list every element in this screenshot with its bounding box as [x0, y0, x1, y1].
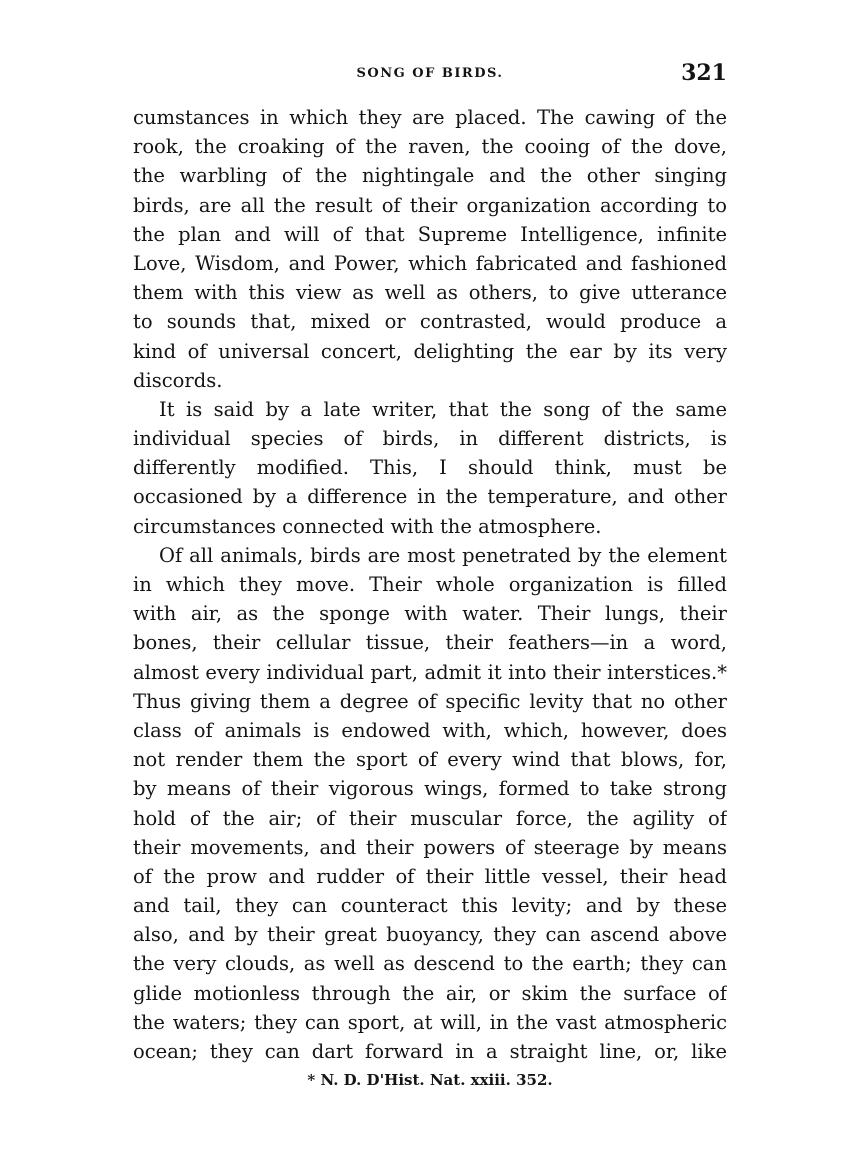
text-line: discords. [133, 368, 223, 392]
running-head [133, 60, 727, 90]
text-line: birds, are all the result of their organization according to [133, 193, 727, 217]
text-line: almost every individual part, admit it into their interstices.* [133, 660, 727, 684]
text-line: Of all animals, birds are most penetrated by the element [159, 543, 727, 567]
text-line: class of animals is endowed with, which, however, does [133, 718, 727, 742]
text-line: the waters; they can sport, at will, in the vast atmospheric [133, 1010, 727, 1034]
text-line: in which they move. Their whole organization is filled [133, 573, 727, 596]
text-line: to sounds that, mixed or contrasted, would produce a [133, 310, 727, 334]
text-line: glide motionless through the air, or skim the surface of [133, 981, 727, 1005]
text-line: It is said by a late writer, that the song of the same [159, 397, 727, 421]
text-line: of the prow and rudder of their little vessel, their head [133, 864, 727, 888]
text-line: Thus giving them a degree of specific levity that no other [133, 689, 727, 713]
text-line: occasioned by a difference in the temperature, and other [133, 485, 727, 509]
text-line: kind of universal concert, delighting the ear by its very [133, 339, 727, 363]
footnote: * N. D. D'Hist. Nat. xxiii. 352. [307, 1071, 553, 1089]
text-line: individual species of birds, in different districts, is [133, 427, 727, 451]
text-line: and tail, they can counteract this levity; and by these [133, 894, 727, 918]
text-line: rook, the croaking of the raven, the cooing of the dove, [133, 135, 727, 159]
text-line: with air, as the sponge with water. Their lungs, their [133, 602, 727, 626]
body-text [133, 103, 727, 1066]
text-line: differently modified. This, I should think, must be [133, 456, 727, 480]
text-line: them with this view as well as others, to give utterance [133, 281, 727, 305]
text-line: also, and by their great buoyancy, they can ascend above [133, 923, 727, 947]
running-title: SONG OF BIRDS. [356, 66, 504, 81]
text-line: the plan and will of that Supreme Intelligence, infinite [133, 222, 727, 246]
page-number: 321 [681, 60, 727, 86]
text-line: bones, their cellular tissue, their feathers—in a word, [133, 631, 727, 655]
text-line: not render them the sport of every wind that blows, for, [133, 748, 727, 772]
text-line: by means of their vigorous wings, formed to take strong [133, 777, 727, 801]
text-line: the very clouds, as well as descend to the earth; they can [133, 952, 727, 976]
text-line: cumstances in which they are placed. The cawing of the [133, 106, 727, 129]
text-line: their movements, and their powers of steerage by means [133, 835, 727, 859]
text-line: hold of the air; of their muscular force, the agility of [133, 806, 727, 830]
text-line: the warbling of the nightingale and the other singing [133, 164, 727, 188]
text-line: circumstances connected with the atmosphere. [133, 514, 602, 538]
text-line: ocean; they can dart forward in a straight line, or, like [133, 1040, 727, 1063]
text-line: Love, Wisdom, and Power, which fabricated and fashioned [133, 251, 727, 275]
